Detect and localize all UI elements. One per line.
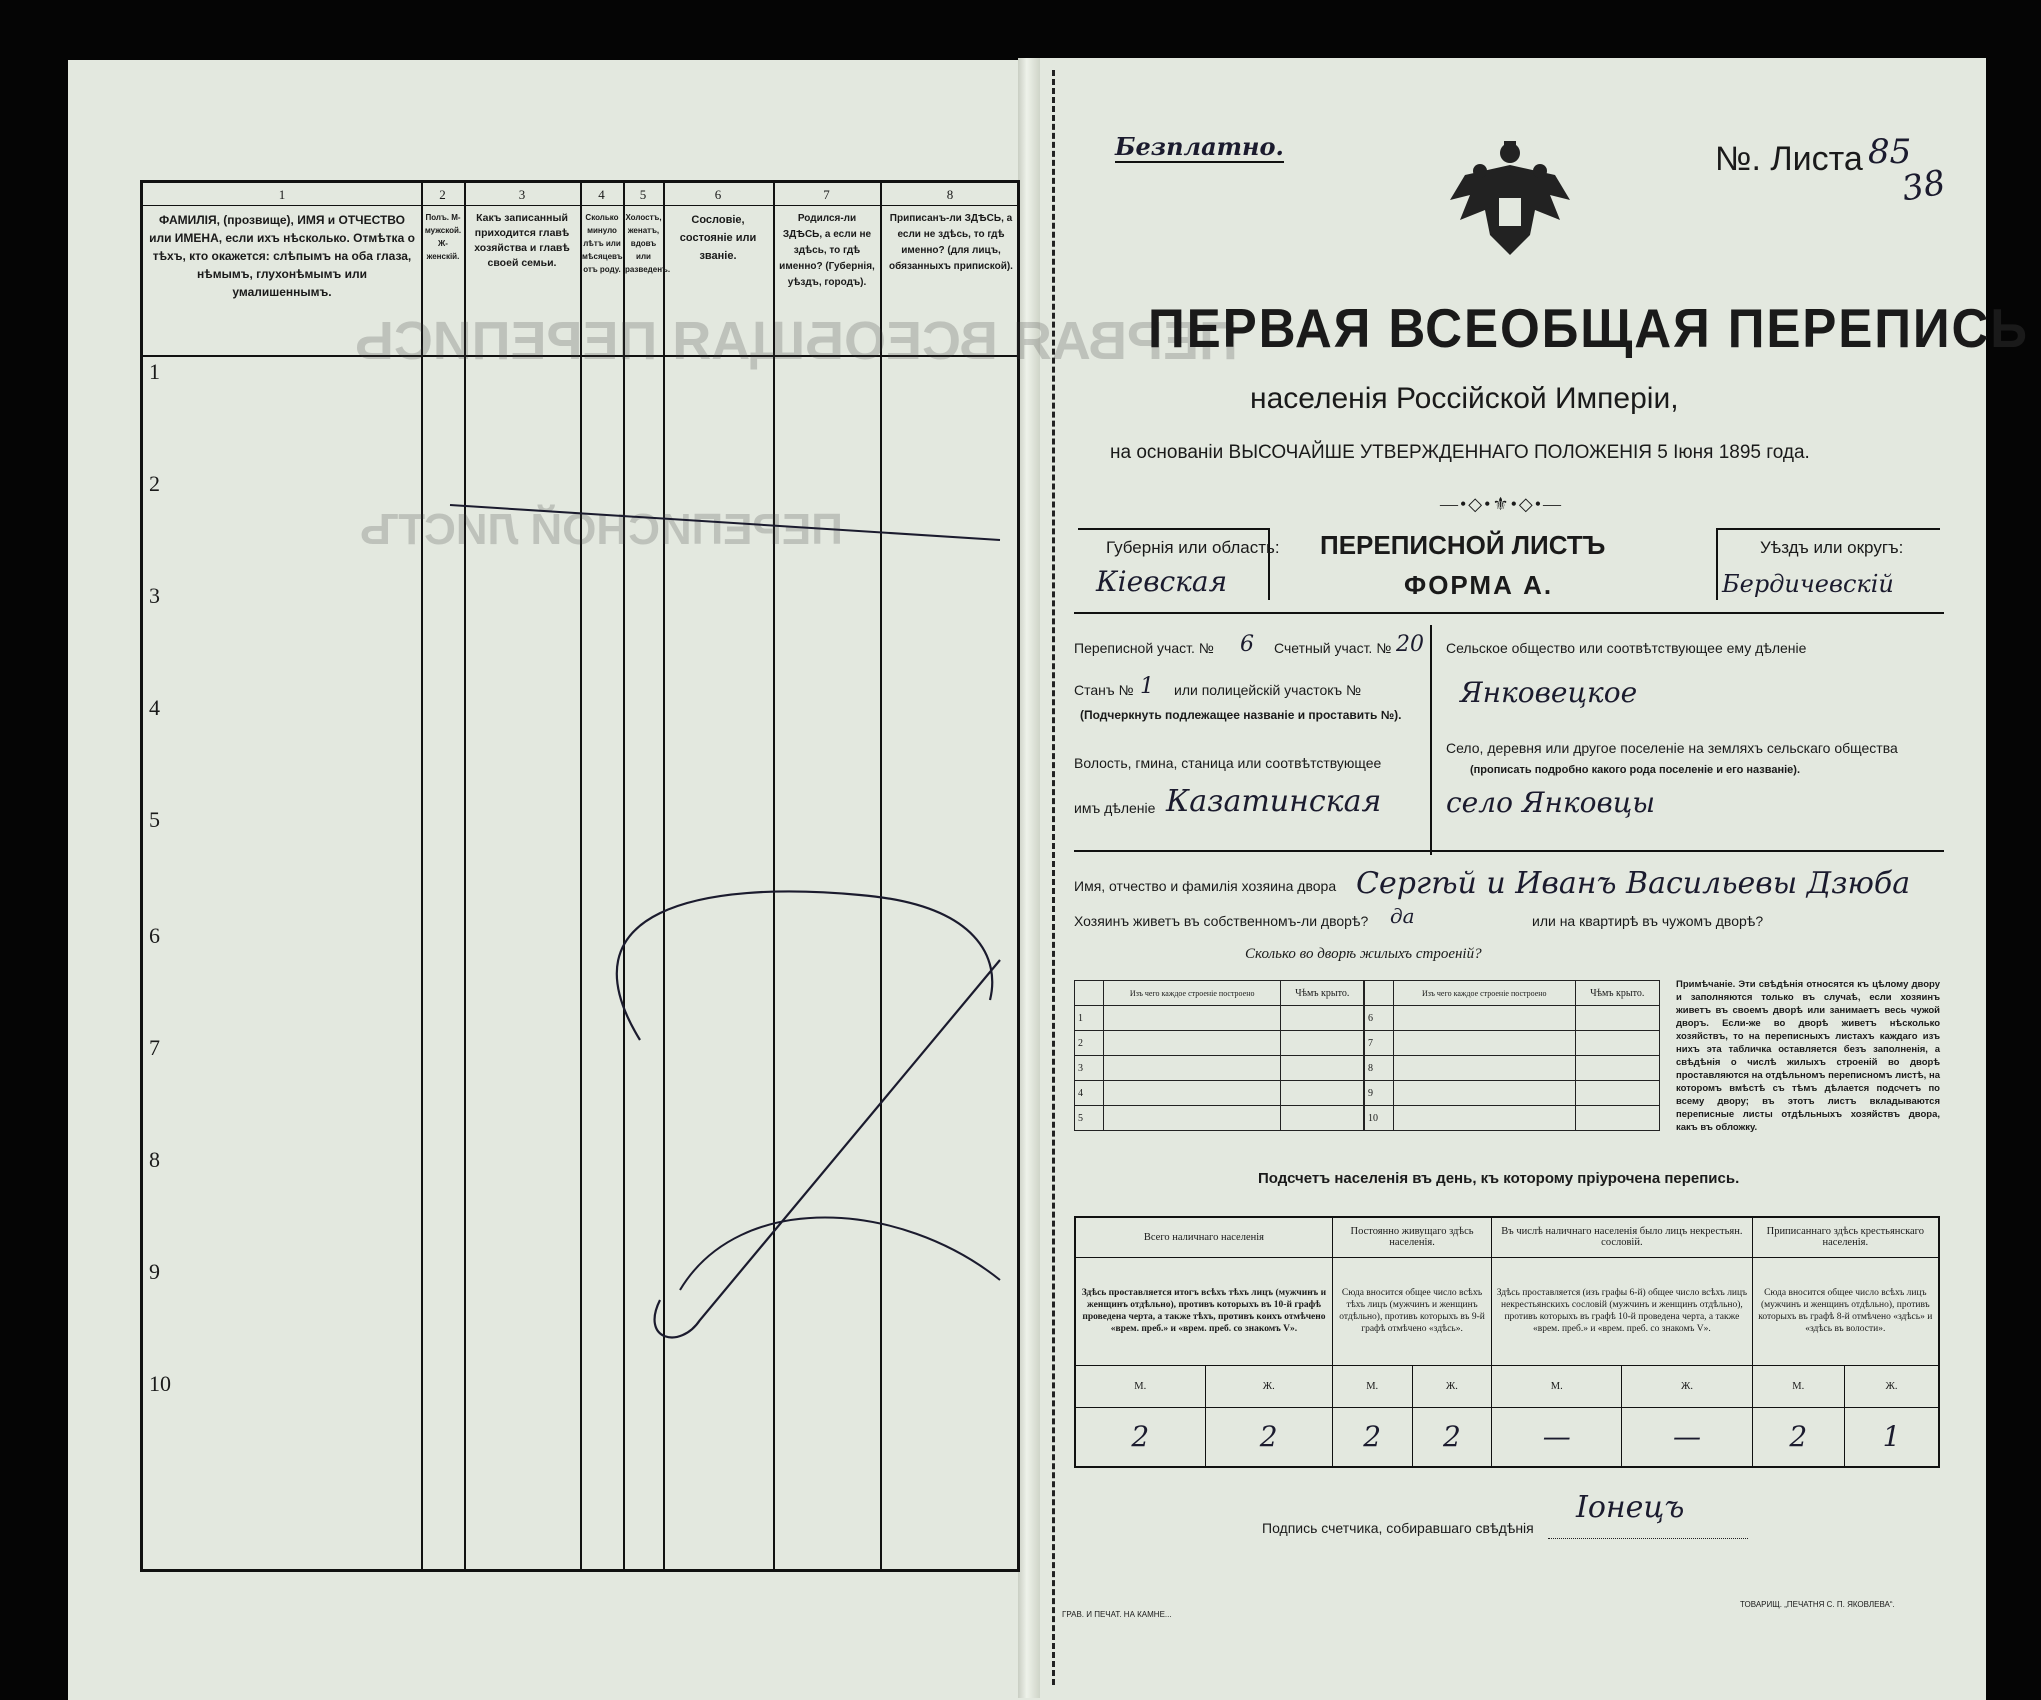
double-headed-eagle-icon [1440,135,1580,260]
free-label: Безплатно. [1115,132,1284,161]
volost-label: Волость, гмина, станица или соотвѣтствующее [1074,755,1382,771]
volost-value: Казатинская [1166,784,1382,819]
col-header-estate: Сословіе, состояніе или званіе. [679,214,757,262]
address-divider [1430,625,1432,855]
owner-value: Сергѣй и Иванъ Васильевы Дзюба [1356,866,1911,901]
lives-value: да [1390,904,1415,928]
row-number-9: 9 [149,1259,160,1284]
sex-label: Ж. [1412,1365,1492,1407]
sex-label: М. [1752,1365,1844,1407]
census-subtitle: населенія Россійской Имперіи, [1250,382,1679,415]
address-rule [1074,850,1944,852]
printer-left: ГРАВ. И ПЕЧАТ. НА КАМНЕ... [1062,1610,1172,1619]
owner-label: Имя, отчество и фамилія хозяина двора [1074,878,1337,894]
row-number-3: 3 [149,583,160,608]
col-header-sex: Полъ. М-мужской. Ж-женскій. [424,213,462,261]
pop-header-permanent: Постоянно живущаго здѣсь населенія. [1332,1217,1491,1257]
pop-desc-permanent: Сюда вносится общее число всѣхъ тѣхъ лицъ (мужчинъ и женщинъ отдѣльно), противъ которыхъ въ 9-й графѣ отмѣчено «здѣсь». [1332,1257,1491,1365]
sheet-number: 85 [1868,132,1912,172]
population-count-title: Подсчетъ населенія въ день, къ которому пріурочена перепись. [1258,1170,1740,1187]
sex-label: М. [1075,1365,1205,1407]
col-header-birthplace: Родился-ли ЗДѢСЬ, а если не здѣсь, то гдѣ именно? (Губернія, уѣздъ, городъ). [779,213,875,288]
col-number-3: 3 [518,187,526,202]
rent-label: или на квартирѣ въ чужомъ дворѣ? [1532,913,1764,929]
build-col-roof: Чѣмъ крыто. [1575,981,1660,1006]
build-row-number: 2 [1075,1031,1104,1056]
pop-value: — [1622,1407,1752,1467]
sex-label: Ж. [1622,1365,1752,1407]
build-col-material: Изъ чего каждое строеніе построено [1394,981,1576,1006]
sex-label: М. [1492,1365,1622,1407]
stan-label: Станъ № [1074,682,1134,698]
bleed-through-form: ПЕРЕПИСНОЙ ЛИСТЪ [360,505,843,554]
row-number-8: 8 [149,1147,160,1172]
village-note: (прописать подробно какого рода поселеніе и его названіе). [1470,764,1801,776]
col-number-4: 4 [598,187,605,202]
buildings-question: Сколько во дворѣ жилыхъ строеній? [1245,946,1482,962]
build-row-number: 10 [1365,1106,1394,1131]
col-header-marital: Холостъ, женатъ, вдовъ или разведенъ. [625,213,671,274]
col-header-age: Сколько минуло лѣтъ или мѣсяцевъ отъ роду. [582,213,623,274]
build-row-number: 3 [1075,1056,1104,1081]
bleed-through-title: ПЕРВАЯ ВСЕОБЩАЯ ПЕРЕПИСЬ [355,311,1238,371]
pop-desc-present: Здѣсь проставляется итогъ всѣхъ тѣхъ лицъ (мужчинъ и женщинъ отдѣльно), противъ которыхъ въ 10-й графѣ проведена черта, а также тѣхъ, противъ коихъ отмѣчено «врем. преб.» и «врем. преб. со знакомъ V». [1075,1257,1332,1365]
pop-value: 2 [1075,1407,1205,1467]
form-title: ПЕРЕПИСНОЙ ЛИСТЪ [1320,530,1606,560]
pop-desc-nonpeasant: Здѣсь проставляется (изъ графы 6-й) общее число всѣхъ лицъ некрестьянскихъ сословій (мужчинъ и женщинъ отдѣльно), противъ которыхъ въ графѣ 10-й проведена черта, а также «врем. преб.» и «врем. преб. со знакомъ V». [1492,1257,1752,1365]
build-row-number: 8 [1365,1056,1394,1081]
sheet-label: №. Листа [1715,140,1863,178]
build-row-number: 9 [1365,1081,1394,1106]
village-value: село Янковцы [1446,786,1656,819]
build-row-number: 6 [1365,1006,1394,1031]
census-unit-label: Переписной участ. № [1074,640,1214,656]
count-unit-value: 20 [1396,632,1424,657]
pop-value: 2 [1412,1407,1492,1467]
volost-label-2: имъ дѣленіе [1074,800,1156,816]
census-unit-value: 6 [1240,632,1254,657]
village-label: Село, деревня или другое поселеніе на земляхъ сельскаго общества [1446,740,1898,756]
society-value: Янковецкое [1460,676,1638,709]
signature-line [1548,1538,1748,1539]
province-value: Кіевская [1096,565,1228,598]
pop-value: 1 [1844,1407,1939,1467]
buildings-table-left [1074,980,1364,1131]
build-row-number: 7 [1365,1031,1394,1056]
pop-value: 2 [1205,1407,1332,1467]
sex-label: Ж. [1205,1365,1332,1407]
build-row-number: 1 [1075,1006,1104,1031]
col-number-1: 1 [278,187,286,202]
buildings-table-right [1364,980,1660,1131]
pop-value: 2 [1332,1407,1412,1467]
lives-label: Хозяинъ живетъ въ собственномъ-ли дворѣ? [1074,913,1369,929]
row-number-1: 1 [149,359,160,384]
build-row-number: 4 [1075,1081,1104,1106]
stan-note: (Подчеркнуть подлежащее названіе и проставить №). [1080,708,1402,722]
col-number-6: 6 [714,187,722,202]
row-number-4: 4 [149,695,160,720]
col-number-5: 5 [639,187,647,202]
count-unit-label: Счетный участ. № [1274,640,1392,656]
build-col-material: Изъ чего каждое строеніе построено [1104,981,1281,1006]
pop-value: 2 [1752,1407,1844,1467]
row-number-7: 7 [149,1035,160,1060]
header-rule [1074,612,1944,614]
row-number-2: 2 [149,471,160,496]
pop-header-present: Всего наличнаго населенія [1075,1217,1332,1257]
census-basis: на основаніи ВЫСОЧАЙШЕ УТВЕРЖДЕННАГО ПОЛОЖЕНІЯ 5 Іюня 1895 года. [1110,442,1810,463]
population-count-table [1074,1216,1940,1468]
sex-label: М. [1332,1365,1412,1407]
col-number-8: 8 [946,187,954,202]
pop-header-nonpeasant: Въ числѣ наличнаго населенія было лицъ некрестьян. сословій. [1492,1217,1752,1257]
pop-desc-peasant: Сюда вносится общее число всѣхъ лицъ (мужчинъ и женщинъ отдѣльно), противъ которыхъ въ графѣ 8-й отмѣчено «здѣсь» и «здѣсь въ волости». [1752,1257,1939,1365]
build-row-number: 5 [1075,1106,1104,1131]
build-col-roof: Чѣмъ крыто. [1281,981,1364,1006]
buildings-note: Примѣчаніе. Эти свѣдѣнія относятся къ цѣлому двору и заполняются только въ случаѣ, если хозяинъ живетъ въ своемъ дворѣ или занимаетъ весь чужой дворъ. Если-же во дворѣ живетъ нѣсколько хозяйствъ, то на переписныхъ листахъ каждаго изъ нихъ эта табличка оставляется безъ заполненія, а свѣдѣнія о числѣ жилыхъ строеній во дворѣ проставляются на отдѣльномъ переписномъ листѣ, на которомъ вмѣстѣ съ тѣмъ дѣлается подсчетъ по всему двору; въ этотъ листъ вкладываются переписные листы отдѣльныхъ хозяйствъ двора, какъ въ обложку. [1676,979,1940,1133]
pop-header-peasant: Приписаннаго здѣсь крестьянскаго населенія. [1752,1217,1939,1257]
signature-value: Іонецъ [1576,1490,1685,1525]
col-number-7: 7 [823,187,830,202]
col-header-registered: Приписанъ-ли ЗДѢСЬ, а если не здѣсь, то гдѣ именно? (для лицъ, обязанныхъ припиской). [889,213,1013,272]
society-label: Сельское общество или соотвѣтствующее ему дѣленіе [1446,640,1807,656]
census-main-title: ПЕРВАЯ ВСЕОБЩАЯ ПЕРЕПИСЬ [1148,297,2029,359]
ornament-divider: —•◇•⚜•◇•— [1440,494,1564,514]
police-label: или полицейскій участокъ № [1174,682,1362,698]
row-number-6: 6 [149,923,160,948]
signature-label: Подпись счетчика, собиравшаго свѣдѣнія [1262,1520,1534,1536]
province-label: Губернія или область: [1106,538,1280,557]
stan-value: 1 [1140,674,1154,699]
sex-label: Ж. [1844,1365,1939,1407]
col-header-name: ФАМИЛІЯ, (прозвище), ИМЯ и ОТЧЕСТВО или ИМЕНА, если ихъ нѣсколько. Отмѣтка о тѣхъ, кто окажется: слѣпымъ на оба глаза, нѣмымъ, глухонѣмымъ или умалишеннымъ. [149,213,415,299]
pop-value: — [1492,1407,1622,1467]
row-number-10: 10 [149,1371,171,1396]
form-letter: ФОРМА А. [1404,570,1554,600]
district-label: Уѣздъ или округъ: [1760,538,1904,557]
archive-sheet-number: 38 [1898,162,1949,210]
col-header-relation: Какъ записанный приходится главѣ хозяйства и главѣ своей семьи. [474,212,570,269]
row-number-5: 5 [149,807,160,832]
printer-right: ТОВАРИЩ. „ПЕЧАТНЯ С. П. ЯКОВЛЕВА“. [1740,1600,1895,1609]
col-number-2: 2 [439,187,446,202]
district-value: Бердичевскій [1722,570,1894,598]
